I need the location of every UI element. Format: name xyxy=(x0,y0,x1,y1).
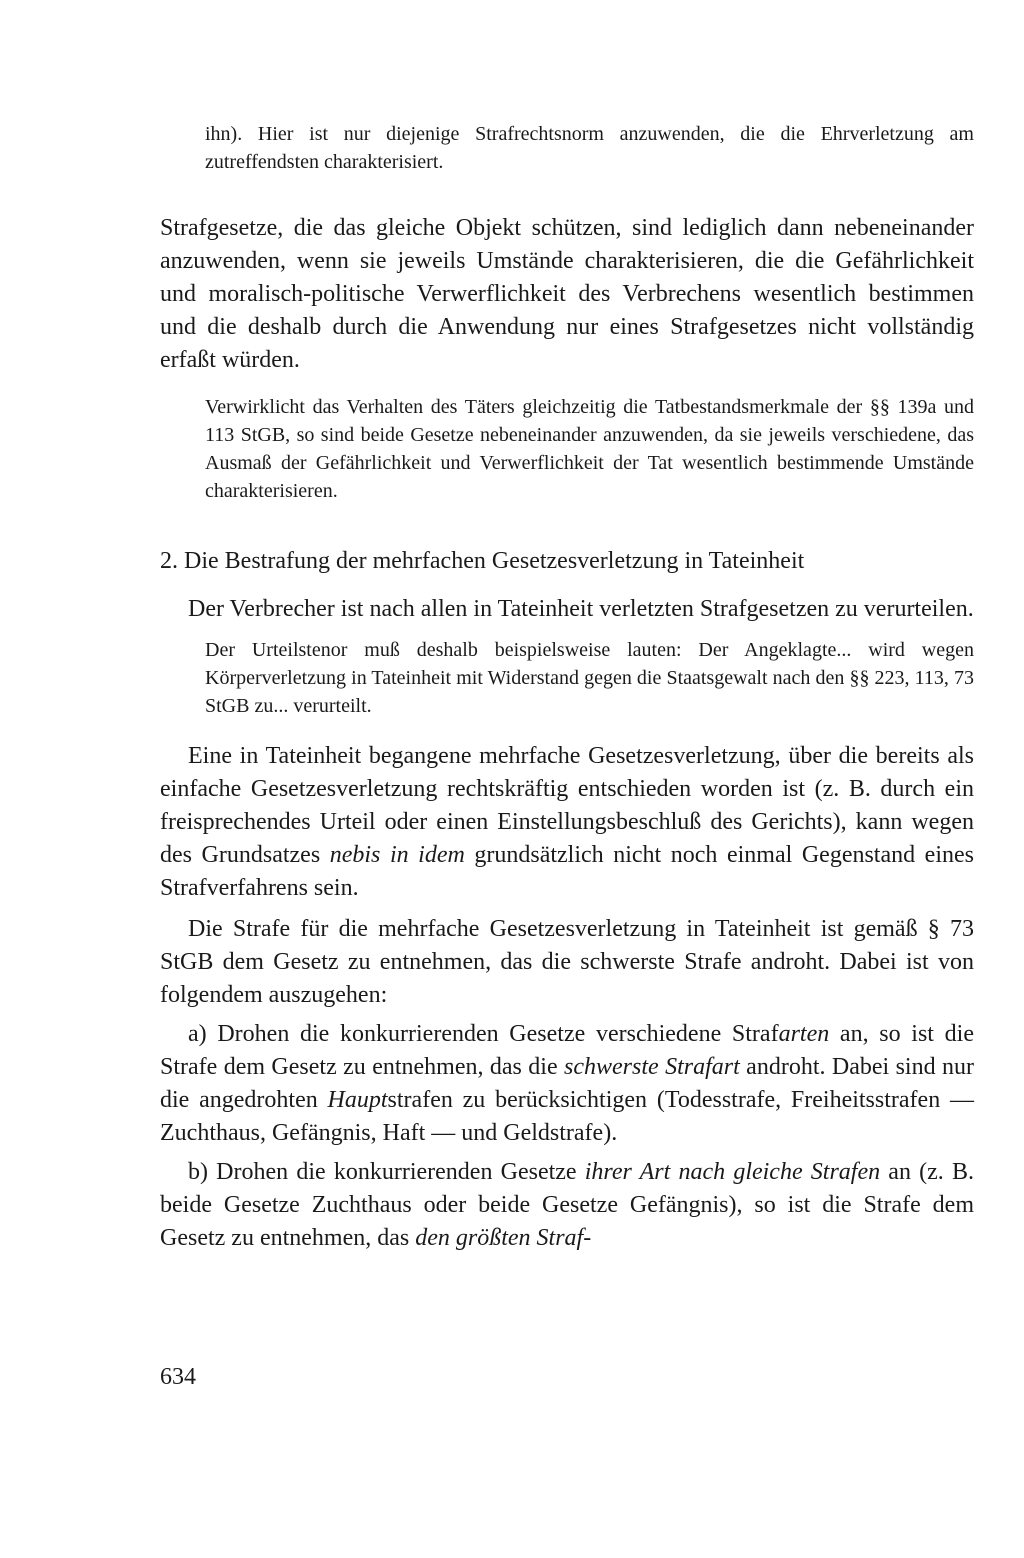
italic-term: den größten Straf- xyxy=(415,1225,592,1251)
example-note-139a-113: Verwirklicht das Verhalten des Täters gleichzeitig die Tatbestandsmerkmale der §§ 139a und 113 StGB, so sind beide Gesetze nebeneinander anzuwenden, da sie jeweils verschiedene, das Ausmaß der Gefährlichkeit und Verwerflichkeit der Tat wesentlich bestimmende Umstände charakterisieren. xyxy=(205,396,974,502)
text-run: an, so ist die Strafe dem Gesetz zu entnehmen, das die xyxy=(160,1021,974,1080)
paragraph-concurrent-laws: Strafgesetze, die das gleiche Objekt schützen, sind lediglich dann nebeneinander anzuwenden, wenn sie jeweils Umstände charakterisieren, die die Gefährlichkeit und moralisch-politische Verwerflichkeit des Verbrechens wesentlich bestimmen und die deshalb durch die Anwendung nur eines Strafgesetzes nicht vollständig erfaßt würden. xyxy=(160,215,974,373)
example-note-verdict: Der Urteilstenor muß deshalb beispielsweise lauten: Der Angeklagte... wird wegen Körperverletzung in Tateinheit mit Widerstand gegen die Staatsgewalt nach den §§ 223, 113, 73 StGB zu... verurteilt. xyxy=(205,639,974,717)
text-run: androht. Dabei sind nur die angedrohten xyxy=(160,1054,974,1113)
text-run: grundsätzlich nicht noch einmal Gegenstand eines Strafverfahrens sein. xyxy=(160,842,974,901)
italic-term: nebis in idem xyxy=(329,842,465,868)
italic-term: ihrer Art nach gleiche Strafen xyxy=(584,1159,881,1185)
section-heading: 2. Die Bestrafung der mehrfachen Gesetzesverletzung in Tateinheit xyxy=(160,548,805,574)
text-run: a) Drohen die konkurrierenden Gesetze verschiedene Straf xyxy=(188,1021,779,1047)
text-run: Eine in Tateinheit begangene mehrfache Gesetzesverletzung, über die bereits als einfache Gesetzesverletzung rechtskräftig entschieden worden ist (z. B. durch ein freisprechendes Urteil oder einen Einstellungsbeschluß des Gerichts), kann wegen des Grundsatzes xyxy=(160,743,974,868)
italic-term: Haupt xyxy=(327,1087,388,1113)
page-number: 634 xyxy=(160,1364,196,1390)
text-run: b) Drohen die konkurrierenden Gesetze xyxy=(188,1159,585,1185)
paragraph-severest-penalty: Die Strafe für die mehrfache Gesetzesverletzung in Tateinheit ist gemäß § 73 StGB dem Gesetz zu entnehmen, das die schwerste Strafe androht. Dabei ist von folgendem auszugehen: xyxy=(160,916,974,1008)
paragraph-nebis-in-idem xyxy=(160,740,974,905)
list-item-b xyxy=(160,1156,974,1255)
text-run: strafen zu berücksichtigen (Todesstrafe, Freiheitsstrafen — Zuchthaus, Gefängnis, Haft — und Geldstrafe). xyxy=(160,1087,974,1146)
paragraph-conviction: Der Verbrecher ist nach allen in Tateinheit verletzten Strafgesetzen zu verurteilen. xyxy=(188,596,974,622)
text-run: an (z. B. beide Gesetze Zuchthaus oder beide Gesetze Gefängnis), so ist die Strafe dem Gesetz zu entnehmen, das xyxy=(160,1159,974,1251)
list-item-a xyxy=(160,1018,974,1150)
continued-footnote-text: ihn). Hier ist nur diejenige Strafrechtsnorm anzuwenden, die die Ehrverletzung am zutreffendsten charakterisiert. xyxy=(205,123,974,173)
italic-term: schwerste Strafart xyxy=(564,1054,740,1080)
italic-term: arten xyxy=(778,1021,830,1047)
